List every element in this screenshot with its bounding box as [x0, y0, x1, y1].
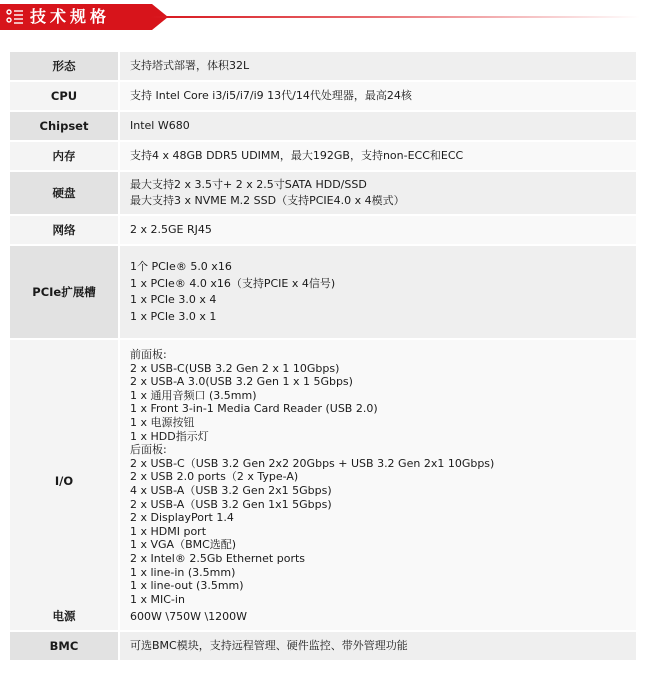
spec-value-line: 1 x PCIe 3.0 x 4 — [130, 293, 217, 306]
spec-label-cell — [10, 340, 118, 630]
spec-label-power: 电源 — [52, 609, 76, 623]
spec-value-power: 600W \750W \1200W — [130, 610, 248, 623]
spec-value-line: 4 x USB-A（USB 3.2 Gen 2x1 5Gbps) — [130, 483, 332, 497]
spec-value-line: 2 x Intel® 2.5Gb Ethernet ports — [130, 551, 306, 565]
spec-value-line: 1 x 电源按钮 — [130, 415, 195, 429]
spec-row-cpu — [10, 82, 636, 110]
spec-row-disk — [10, 172, 636, 214]
spec-label: 硬盘 — [10, 172, 118, 214]
spec-value — [120, 172, 636, 214]
spec-row-io — [10, 340, 636, 630]
spec-value-line: 最大支持3 x NVME M.2 SSD（支持PCIE4.0 x 4模式） — [130, 194, 405, 207]
spec-label: PCIe扩展槽 — [10, 246, 118, 338]
spec-value-line: 2 x DisplayPort 1.4 — [130, 511, 234, 525]
spec-value-line: 1 x HDMI port — [130, 524, 207, 538]
spec-value-line: 支持4 x 48GB DDR5 UDIMM，最大192GB，支持non-ECC和ECC — [130, 149, 464, 162]
spec-value — [120, 632, 636, 660]
spec-value-line: 支持 Intel Core i3/i5/i7/i9 13代/14代处理器，最高24核 — [130, 89, 412, 102]
spec-value — [120, 82, 636, 110]
spec-label: Chipset — [10, 112, 118, 140]
spec-value-line: 1 x 通用音频口 (3.5mm) — [130, 388, 257, 402]
spec-value — [120, 52, 636, 80]
spec-value — [120, 142, 636, 170]
spec-label: 内存 — [10, 142, 118, 170]
spec-row-memory — [10, 142, 636, 170]
spec-value-line: 后面板: — [130, 443, 167, 457]
spec-value-line: 2 x 2.5GE RJ45 — [130, 223, 212, 236]
spec-value — [120, 340, 636, 630]
spec-value-line: 2 x USB 2.0 ports（2 x Type-A) — [130, 470, 299, 484]
spec-label: 网络 — [10, 216, 118, 244]
spec-value-line: 2 x USB-A 3.0(USB 3.2 Gen 1 x 1 5Gbps) — [130, 375, 353, 389]
list-icon — [6, 9, 24, 25]
spec-value — [120, 112, 636, 140]
spec-row-network — [10, 216, 636, 244]
spec-label: I/O — [54, 474, 74, 488]
spec-value-line: 1个 PCIe® 5.0 x16 — [130, 260, 232, 273]
spec-value-line: 1 x VGA（BMC选配) — [130, 538, 237, 552]
spec-label: CPU — [10, 82, 118, 110]
spec-value-line: 支持塔式部署，体积32L — [130, 59, 250, 72]
spec-value-line: 2 x USB-A（USB 3.2 Gen 1x1 5Gbps) — [130, 497, 332, 511]
spec-value-line: 1 x PCIe 3.0 x 1 — [130, 309, 217, 323]
spec-value-line: 1 x HDD指示灯 — [130, 429, 209, 443]
spec-value-line: 1 x Front 3-in-1 Media Card Reader (USB 2.0) — [130, 402, 378, 416]
spec-value-line: 2 x USB-C（USB 3.2 Gen 2x2 20Gbps + USB 3.2 Gen 2x1 10Gbps) — [130, 456, 495, 470]
spec-value-line: 1 x MIC-in — [130, 592, 185, 606]
spec-row-form — [10, 52, 636, 80]
spec-row-pcie — [10, 246, 636, 338]
spec-value-line: 1 x PCIe® 4.0 x16（支持PCIE x 4信号) — [130, 276, 336, 290]
spec-value-line: 最大支持2 x 3.5寸+ 2 x 2.5寸SATA HDD/SSD — [130, 178, 367, 191]
spec-table — [10, 52, 636, 662]
header-divider-line — [150, 16, 640, 18]
spec-value-line: Intel W680 — [130, 119, 190, 132]
section-title: 技术规格 — [30, 7, 111, 26]
spec-row-bmc — [10, 632, 636, 660]
spec-value-line: 1 x line-in (3.5mm) — [130, 565, 236, 579]
spec-label: 形态 — [10, 52, 118, 80]
spec-value-line: 前面板: — [130, 348, 167, 361]
spec-value-line: 1 x line-out (3.5mm) — [130, 579, 244, 593]
spec-value-line: 可选BMC模块，支持远程管理、硬件监控、带外管理功能 — [130, 639, 408, 652]
spec-label: BMC — [10, 632, 118, 660]
spec-value-line: 2 x USB-C(USB 3.2 Gen 2 x 1 10Gbps) — [130, 361, 340, 375]
spec-row-chipset — [10, 112, 636, 140]
section-header — [0, 0, 651, 34]
spec-value — [120, 216, 636, 244]
spec-value — [120, 246, 636, 338]
